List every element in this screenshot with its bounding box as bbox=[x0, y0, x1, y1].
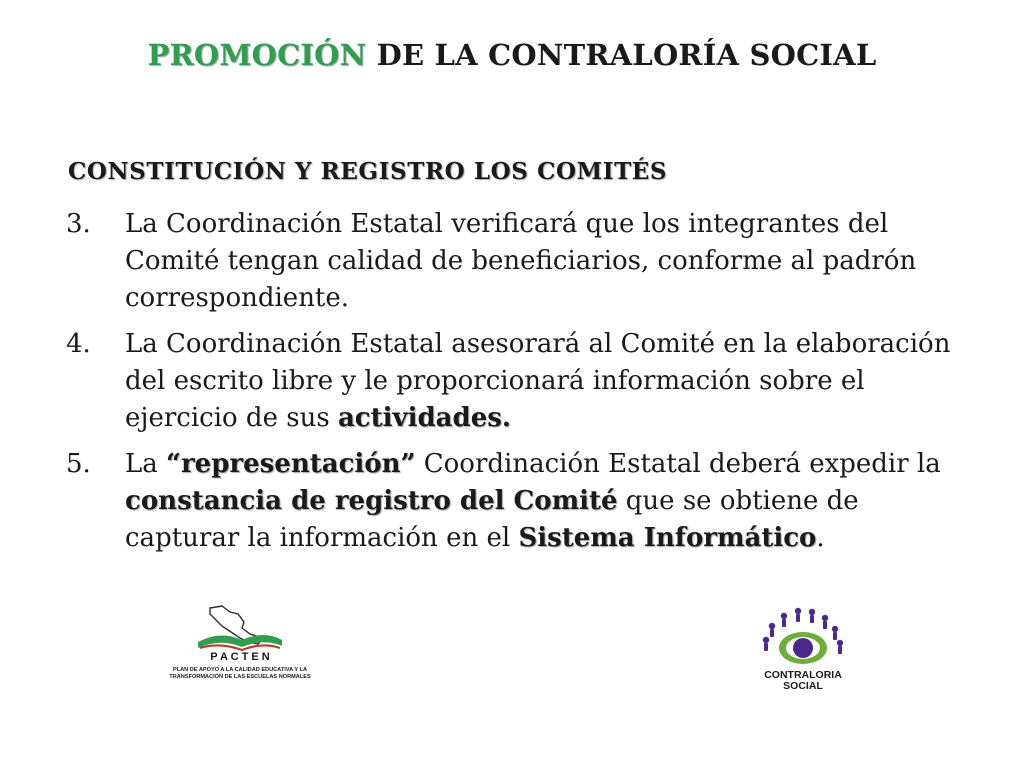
item-text: Coordinación Estatal deberá expedir la bbox=[415, 449, 941, 479]
page-title bbox=[0, 38, 1024, 72]
numbered-list bbox=[66, 206, 966, 566]
item-emphasis: actividades. bbox=[337, 403, 511, 433]
contraloria-social-logo bbox=[752, 604, 852, 696]
item-text: La Coordinación Estatal asesorará al Comité en la elaboración del escrito libre y le proporcionará información sobre el ejercicio de sus bbox=[125, 329, 951, 433]
pacten-tagline-1: PLAN DE APOYO A LA CALIDAD EDUCATIVA Y LA bbox=[172, 667, 308, 673]
item-number: 4. bbox=[66, 329, 91, 359]
item-emphasis: constancia de registro del Comité bbox=[125, 486, 618, 516]
contraloria-text: CONTRALORIA bbox=[764, 669, 842, 681]
social-text: SOCIAL bbox=[783, 680, 823, 692]
item-number: 3. bbox=[66, 209, 91, 239]
eye-icon bbox=[779, 632, 827, 664]
title-highlight: PROMOCIÓN bbox=[147, 38, 367, 72]
item-number: 5. bbox=[66, 449, 91, 479]
list-item bbox=[66, 206, 966, 317]
section-heading: CONSTITUCIÓN Y REGISTRO LOS COMITÉS bbox=[68, 158, 668, 185]
item-text: La bbox=[125, 449, 167, 479]
pacten-logo bbox=[150, 600, 330, 690]
pacten-tagline-2: TRANSFORMACIÓN DE LAS ESCUELAS NORMALES bbox=[169, 674, 311, 680]
list-item bbox=[66, 446, 966, 557]
title-rest: DE LA CONTRALORÍA SOCIAL bbox=[366, 38, 877, 72]
item-emphasis: Sistema Informático bbox=[518, 523, 817, 553]
list-item bbox=[66, 326, 966, 437]
pacten-name: P A C T E N bbox=[210, 651, 270, 663]
item-text: La Coordinación Estatal verificará que los integrantes del Comité tengan calidad de beneficiarios, conforme al padrón correspondiente. bbox=[125, 209, 917, 313]
item-emphasis: “representación” bbox=[166, 449, 416, 479]
item-text: que se obtiene de capturar la información en el bbox=[125, 486, 859, 553]
item-text: . bbox=[816, 523, 825, 553]
